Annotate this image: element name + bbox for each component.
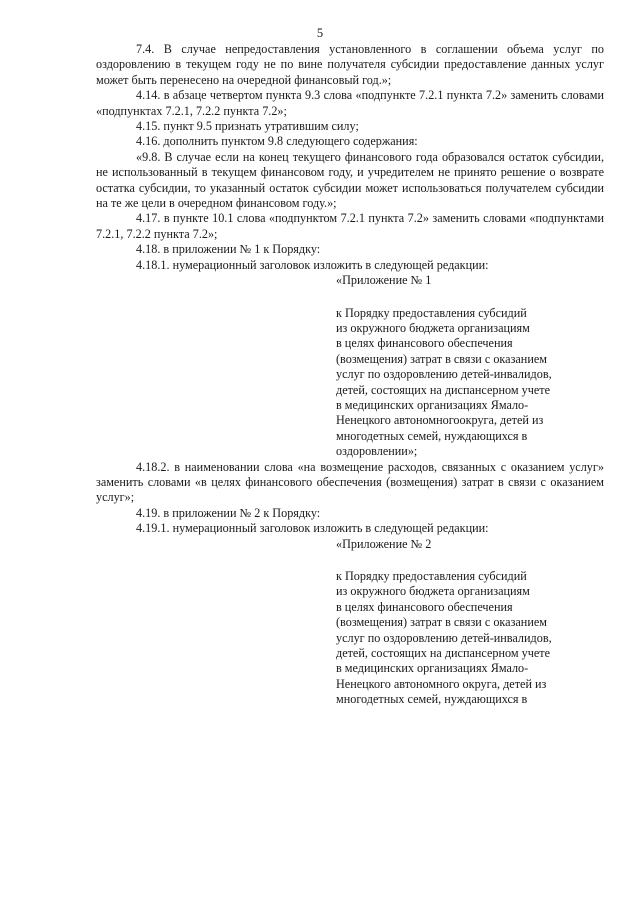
paragraph-7-4: 7.4. В случае непредоставления установленного в соглашении объема услуг по оздоровлению в текущем году не по вине получателя субсидии предоставление данных услуг может быть перенесено на очередной финансовый год.»;: [96, 42, 604, 87]
paragraph-4-18-2: 4.18.2. в наименовании слова «на возмещение расходов, связанных с оказанием услуг» заменить словами «в целях финансового обеспечения (возмещения) затрат в связи с оказанием услуг»;: [96, 459, 604, 505]
annex-1-title: «Приложение № 1: [336, 273, 432, 288]
annex-2-line: многодетных семей, нуждающихся в: [336, 692, 528, 707]
annex-1-line: услуг по оздоровлению детей-инвалидов,: [336, 367, 552, 382]
paragraph-4-19: 4.19. в приложении № 2 к Порядку:: [136, 505, 321, 520]
paragraph-4-16: 4.16. дополнить пунктом 9.8 следующего содержания:: [136, 134, 418, 149]
annex-1-heading: [96, 273, 604, 459]
annex-2-line: Ненецкого автономного округа, детей из: [336, 676, 547, 691]
paragraph-4-17: 4.17. в пункте 10.1 слова «подпунктом 7.2.1 пункта 7.2» заменить словами «подпунктами 7.2.1, 7.2.2 пункта 7.2»;: [96, 211, 604, 241]
annex-1-line: в медицинских организациях Ямало-: [336, 397, 529, 412]
paragraph-4-18-1: 4.18.1. нумерационный заголовок изложить в следующей редакции:: [136, 257, 489, 272]
paragraph-4-14: 4.14. в абзаце четвертом пункта 9.3 слова «подпункте 7.2.1 пункта 7.2» заменить словами «подпунктах 7.2.1, 7.2.2 пункта 7.2»;: [96, 88, 604, 118]
document-body: [96, 42, 604, 708]
annex-2-line: услуг по оздоровлению детей-инвалидов,: [336, 630, 552, 645]
paragraph-9-8: «9.8. В случае если на конец текущего финансового года образовался остаток субсидии, не использованный в текущем финансовом году, и учредителем не принято решение о возврате остатка субсидии, то указанный остаток субсидии может использоваться получателем субсидии на те же цели в очередном финансовом году.»;: [96, 149, 604, 211]
annex-1-line: в целях финансового обеспечения: [336, 336, 513, 351]
annex-1-line: многодетных семей, нуждающихся в: [336, 428, 528, 443]
annex-2-line: в медицинских организациях Ямало-: [336, 661, 529, 676]
annex-1-line: (возмещения) затрат в связи с оказанием: [336, 351, 547, 366]
annex-2-line: в целях финансового обеспечения: [336, 599, 513, 614]
annex-1-line: из окружного бюджета организациям: [336, 320, 530, 335]
annex-1-line: к Порядку предоставления субсидий: [336, 305, 527, 320]
annex-2-title: «Приложение № 2: [336, 536, 432, 551]
annex-2-line: (возмещения) затрат в связи с оказанием: [336, 615, 547, 630]
annex-1-line: оздоровлении»;: [336, 444, 418, 459]
annex-2-line: к Порядку предоставления субсидий: [336, 569, 527, 583]
annex-1-line: Ненецкого автономногоокруга, детей из: [336, 413, 544, 428]
annex-1-line: детей, состоящих на диспансерном учете: [336, 382, 550, 397]
paragraph-4-15: 4.15. пункт 9.5 признать утратившим силу;: [136, 119, 359, 134]
annex-2-line: из окружного бюджета организациям: [336, 584, 530, 599]
paragraph-4-19-1: 4.19.1. нумерационный заголовок изложить в следующей редакции:: [136, 521, 489, 536]
annex-2-line: детей, состоящих на диспансерном учете: [336, 646, 550, 661]
annex-2-heading: [96, 537, 604, 708]
paragraph-4-18: 4.18. в приложении № 1 к Порядку:: [136, 242, 321, 257]
page-number: 5: [316, 26, 324, 40]
